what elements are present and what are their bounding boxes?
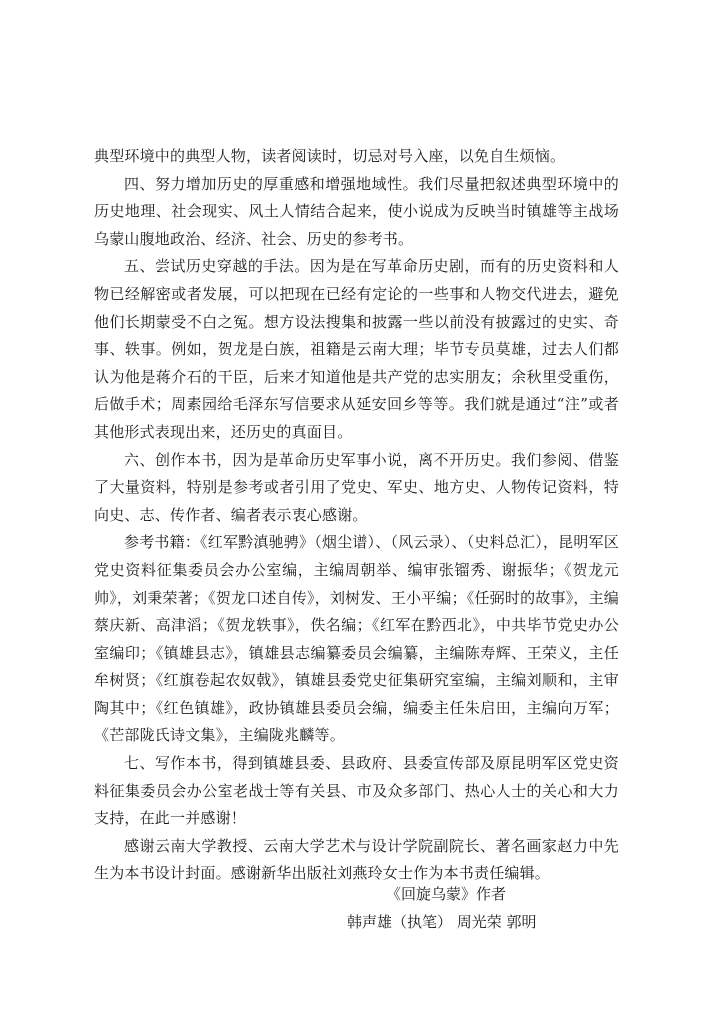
paragraph-acknowledgement: 感谢云南大学教授、云南大学艺术与设计学院副院长、著名画家赵力中先生为本书设计封面。感谢新华出版社刘燕玲女士作为本书责任编辑。: [94, 836, 619, 883]
signature-authors: 韩声雄（执笔） 周光荣 郭明: [347, 913, 537, 931]
signature-book-title: 《回旋乌蒙》作者: [386, 885, 507, 903]
paragraph-section-five: 五、尝试历史穿越的手法。因为是在写革命历史剧，而有的历史资料和人物已经解密或者发展，可以把现在已经有定论的一些事和人物交代进去，避免他们长期蒙受不白之冤。想方设法搜集和披露一些以前没有披露过的史实、奇事、轶事。例如，贺龙是白族，祖籍是云南大理；毕节专员莫雄，过去人们都认为他是蒋介石的干臣，后来才知道他是共产党的忠实朋友；余秋里受重伤，后做手术；周素园给毛泽东写信要求从延安回乡等等。我们就是通过“注”或者其他形式表现出来，还历史的真面目。: [94, 257, 619, 441]
body-text: [94, 143, 619, 888]
paragraph-section-seven: 七、写作本书，得到镇雄县委、县政府、县委宣传部及原昆明军区党史资料征集委员会办公室老战士等有关县、市及众多部门、热心人士的关心和大力支持，在此一并感谢！: [94, 754, 619, 828]
paragraph-section-six: 六、创作本书，因为是革命历史军事小说，离不开历史。我们参阅、借鉴了大量资料，特别是参考或者引用了党史、军史、地方史、人物传记资料，特向史、志、传作者、编者表示衷心感谢。: [94, 450, 619, 524]
paragraph-section-four: 四、努力增加历史的厚重感和增强地域性。我们尽量把叙述典型环境中的历史地理、社会现实、风土人情结合起来，使小说成为反映当时镇雄等主战场乌蒙山腹地政治、经济、社会、历史的参考书。: [94, 174, 619, 248]
paragraph-references: 参考书籍：《红军黔滇驰骋》（烟尘谱）、（风云录）、（史料总汇），昆明军区党史资料征集委员会办公室编，主编周朝举、编审张镏秀、谢振华；《贺龙元帅》，刘秉荣著；《贺龙口述自传》，刘树发、王小平编；《任弼时的故事》，主编蔡庆新、高津滔；《贺龙轶事》，佚名编；《红军在黔西北》，中共毕节党史办公室编印；《镇雄县志》，镇雄县志编纂委员会编纂，主编陈寿辉、王荣义，主任牟树贤；《红旗卷起农奴戟》，镇雄县委党史征集研究室编，主编刘顺和，主审陶其中；《红色镇雄》，政协镇雄县委员会编，编委主任朱启田，主编向万军；《芒部陇氏诗文集》，主编陇兆麟等。: [94, 533, 619, 745]
paragraph-continuation: 典型环境中的典型人物，读者阅读时，切忌对号入座，以免自生烦恼。: [94, 147, 566, 165]
